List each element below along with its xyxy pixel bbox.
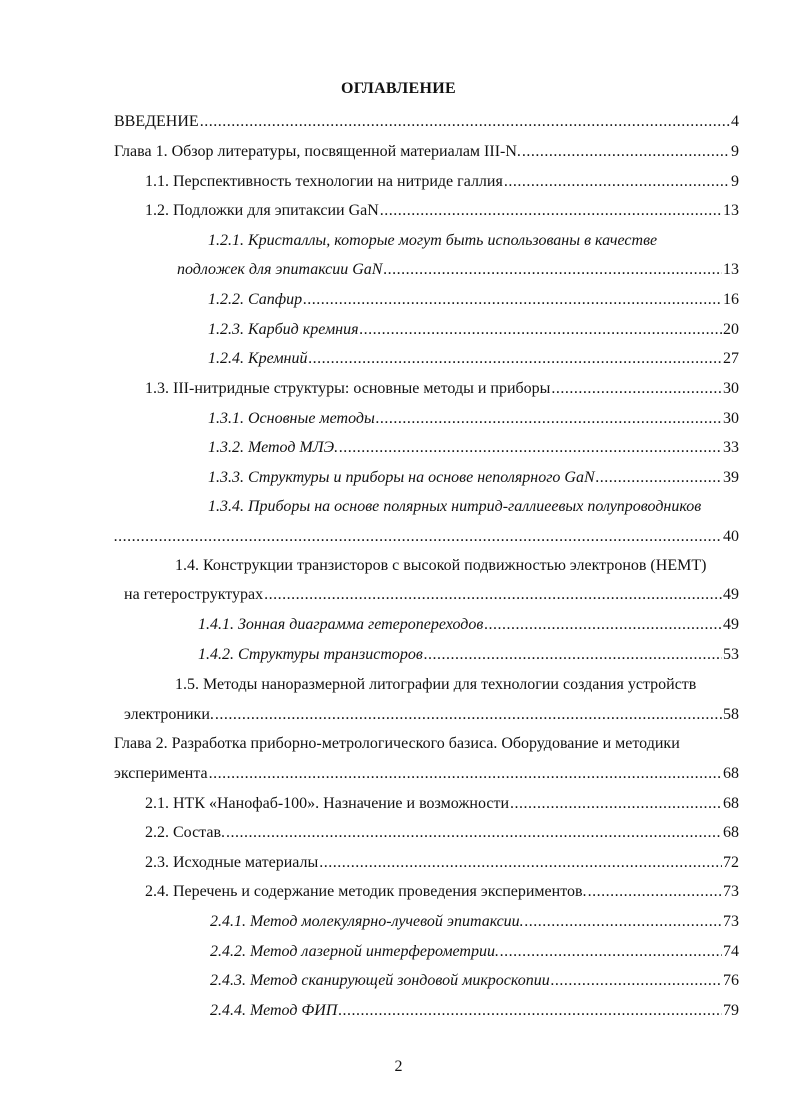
toc-entry-title: 1.4.1. Зонная диаграмма гетеропереходов <box>198 616 484 633</box>
toc-entry-2-3[interactable] <box>145 853 739 873</box>
page-title: ОГЛАВЛЕНИЕ <box>341 80 456 97</box>
toc-entry-title: 2.4.3. Метод сканирующей зондовой микроскопии <box>210 972 550 989</box>
toc-entry-title-continued: подложек для эпитаксии GaN <box>177 261 383 278</box>
toc-entry-1-2[interactable] <box>145 201 739 221</box>
toc-entry-title: 2.4.1. Метод молекулярно-лучевой эпитаксии. <box>210 913 524 930</box>
toc-entry-1-3-4[interactable] <box>114 497 739 547</box>
toc-entry-title-continued: эксперимента <box>114 765 208 782</box>
toc-entry-title: 1.5. Методы наноразмерной литографии для технологии создания устройств <box>175 676 697 693</box>
toc-entry-title: 2.4.2. Метод лазерной интерферометрии. <box>210 943 499 960</box>
toc-entry-title: ВВЕДЕНИЕ <box>114 113 199 130</box>
toc-entry-title: 1.4. Конструкции транзисторов с высокой подвижностью электронов (HEMT) <box>175 557 707 574</box>
toc-entry-title: 1.3.1. Основные методы <box>208 410 375 427</box>
toc-entry-page: 27 <box>723 350 739 367</box>
toc-entry-title: Глава 1. Обзор литературы, посвященной материалам III-N. <box>114 143 521 160</box>
toc-entry-page: 13 <box>723 261 739 278</box>
toc-entry-title: 1.2. Подложки для эпитаксии GaN <box>145 202 379 219</box>
toc-entry-page: 49 <box>723 586 739 603</box>
toc-entry-page: 73 <box>723 913 739 930</box>
toc-entry-page: 79 <box>723 1002 739 1019</box>
toc-entry-1-2-2[interactable] <box>208 290 739 310</box>
toc-entry-1-2-1[interactable] <box>177 231 739 280</box>
toc-entry-2-4-1[interactable] <box>210 912 739 932</box>
toc-entry-1-1[interactable] <box>145 172 739 192</box>
toc-entry-page: 68 <box>723 795 739 812</box>
toc-entry-title: Глава 2. Разработка приборно-метрологического базиса. Оборудование и методики <box>114 735 680 752</box>
toc-entry-page: 33 <box>723 439 739 456</box>
toc-entry-2-4-4[interactable] <box>210 1001 739 1021</box>
toc-entry-2-2[interactable] <box>145 823 739 843</box>
toc-entry-title: 1.2.4. Кремний <box>208 350 308 367</box>
toc-entry-title: 1.2.2. Сапфир <box>208 291 303 308</box>
toc-entry-page: 16 <box>723 291 739 308</box>
toc-entry-title: 1.2.1. Кристаллы, которые могут быть использованы в качестве <box>208 232 658 249</box>
toc-entry-1-3-3[interactable] <box>208 468 739 488</box>
toc-entry-title-continued: электроники. <box>124 706 214 723</box>
toc-entry-page: 68 <box>723 765 739 782</box>
toc-entry-1-3[interactable] <box>145 379 739 399</box>
toc-entry-1-5[interactable] <box>124 675 739 725</box>
toc-entry-page: 58 <box>723 706 739 723</box>
toc-entry-page: 30 <box>723 380 739 397</box>
toc-entry-page: 9 <box>731 143 739 160</box>
toc-entry-1-3-2[interactable] <box>208 438 739 458</box>
toc-entry-page: 9 <box>731 173 739 190</box>
toc-entry-page: 72 <box>723 854 739 871</box>
toc-entry-1-4-2[interactable] <box>198 645 739 665</box>
toc-entry-title: 1.4.2. Структуры транзисторов <box>198 646 423 663</box>
toc-entry-title: 2.4. Перечень и содержание методик проведения экспериментов. <box>145 883 587 900</box>
toc-entry-page: 53 <box>723 646 739 663</box>
toc-entry-title: 2.1. НТК «Нанофаб-100». Назначение и возможности <box>145 795 510 812</box>
toc-entry-title: 2.3. Исходные материалы <box>145 854 319 871</box>
toc-entry-title: 2.2. Состав. <box>145 824 226 841</box>
toc-entry-introduction[interactable] <box>114 112 739 132</box>
toc-entry-title-continued: на гетероструктурах <box>124 586 264 603</box>
toc-entry-1-4-1[interactable] <box>198 615 739 635</box>
toc-entry-title: 1.3.2. Метод МЛЭ. <box>208 439 339 456</box>
page-number: 2 <box>394 1058 403 1075</box>
toc-entry-chapter-1[interactable] <box>114 142 739 162</box>
toc-entry-title: 1.3.4. Приборы на основе полярных нитрид-галлиеевых полупроводников <box>208 498 702 515</box>
toc-entry-page: 76 <box>723 972 739 989</box>
toc-entry-page: 74 <box>723 943 739 960</box>
toc-entry-title: 2.4.4. Метод ФИП <box>210 1002 338 1019</box>
toc-entry-page: 73 <box>723 883 739 900</box>
toc-entry-2-4-2[interactable] <box>210 942 739 962</box>
toc-entry-title: 1.1. Перспективность технологии на нитриде галлия <box>145 173 503 190</box>
toc-entry-chapter-2[interactable] <box>114 734 739 784</box>
toc-entry-1-2-3[interactable] <box>208 320 739 340</box>
toc-entry-2-4[interactable] <box>145 882 739 902</box>
toc-entry-1-4[interactable] <box>124 556 739 605</box>
toc-entry-page: 68 <box>723 824 739 841</box>
toc-entry-2-4-3[interactable] <box>210 971 739 991</box>
toc-entry-page: 49 <box>723 616 739 633</box>
toc-entry-1-2-4[interactable] <box>208 349 739 369</box>
toc-entry-title: 1.3.3. Структуры и приборы на основе неполярного GaN <box>208 469 595 486</box>
toc-entry-2-1[interactable] <box>145 794 739 814</box>
toc-entry-page: 40 <box>723 528 739 545</box>
toc-entry-page: 30 <box>723 410 739 427</box>
toc-entry-title: 1.2.3. Карбид кремния <box>208 321 359 338</box>
toc-entry-page: 4 <box>731 113 739 130</box>
toc-entry-page: 20 <box>723 321 739 338</box>
toc-entry-1-3-1[interactable] <box>208 409 739 429</box>
toc-entry-page: 13 <box>723 202 739 219</box>
toc-entry-title: 1.3. III-нитридные структуры: основные методы и приборы <box>145 380 551 397</box>
toc-entry-page: 39 <box>723 469 739 486</box>
